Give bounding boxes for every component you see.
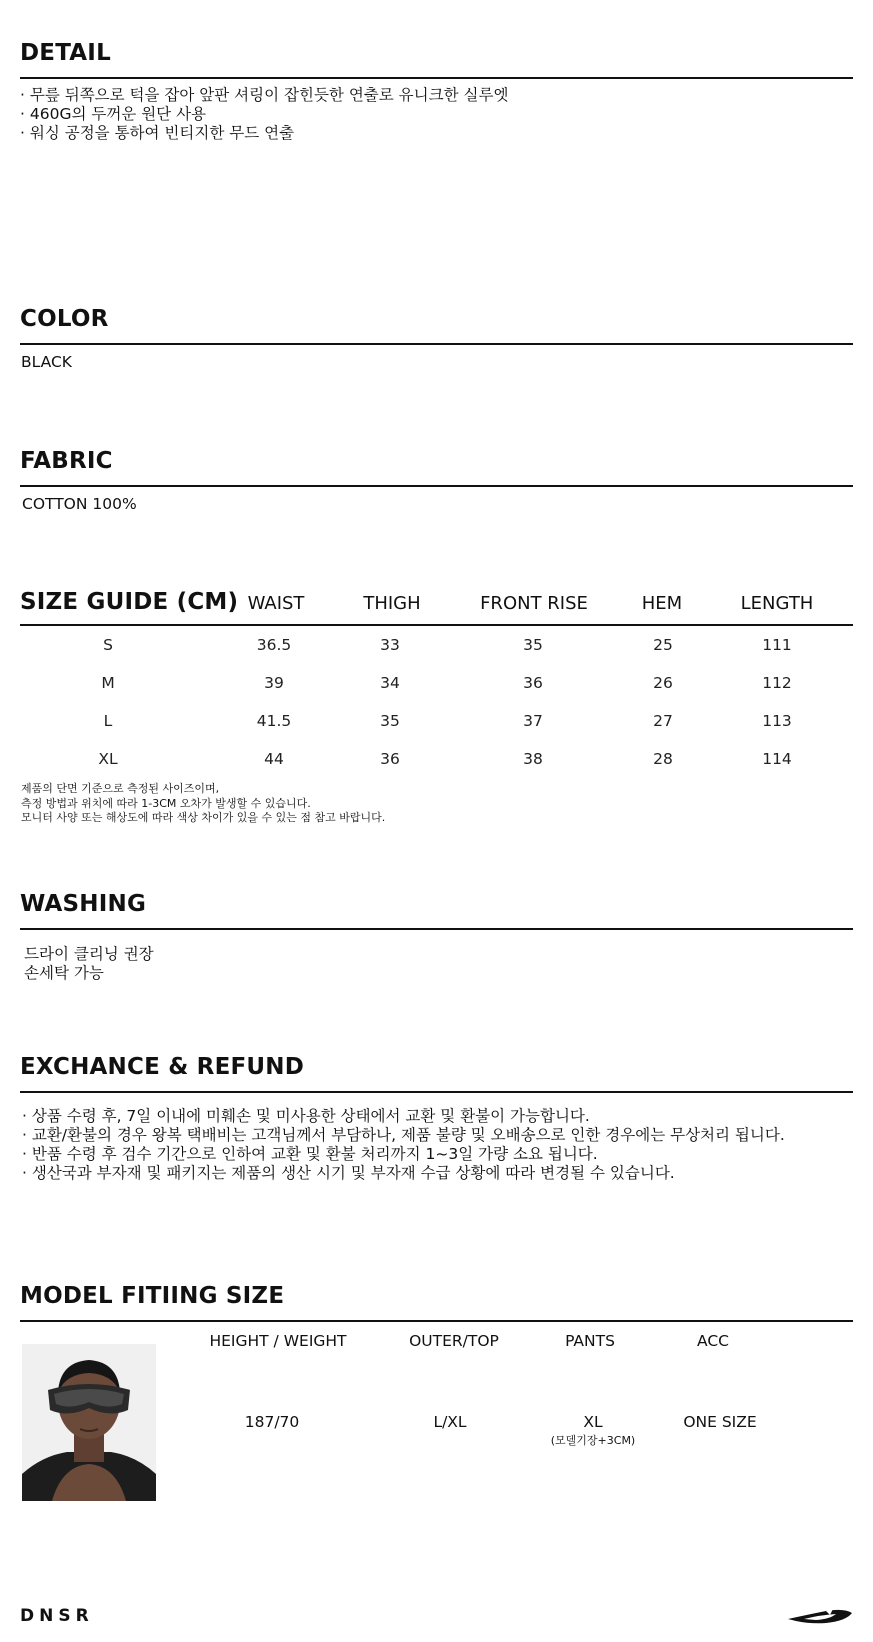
exchange-list (22, 1107, 785, 1183)
swoosh-logo-icon (786, 1605, 856, 1627)
model-col-outer-top: OUTER/TOP (409, 1332, 499, 1350)
size-cell: 111 (762, 636, 792, 654)
size-row-label: M (101, 674, 115, 692)
size-cell: 39 (264, 674, 284, 692)
size-cell: 44 (264, 750, 284, 768)
size-note-line: 모니터 사양 또는 해상도에 따라 색상 차이가 있을 수 있는 점 참고 바랍니다. (21, 811, 386, 824)
size-cell: 112 (762, 674, 792, 692)
model-pants-note: (모델기장+3CM) (550, 1434, 636, 1447)
size-row-label: L (103, 712, 113, 730)
exchange-line: · 상품 수령 후, 7일 이내에 미훼손 및 미사용한 상태에서 교환 및 환불이 가능합니다. (22, 1107, 590, 1125)
color-value: BLACK (21, 353, 72, 371)
size-note-line: 측정 방법과 위치에 따라 1-3CM 오차가 발생할 수 있습니다. (21, 796, 311, 810)
washing-list (24, 945, 154, 983)
size-cell: 28 (653, 750, 673, 768)
fabric-value: COTTON 100% (22, 495, 137, 513)
size-note-line: 제품의 단면 기준으로 측정된 사이즈이며, (21, 782, 220, 795)
size-cell: 27 (653, 712, 673, 730)
washing-heading: WASHING (20, 891, 147, 917)
size-cell: 114 (762, 750, 792, 768)
size-cell: 35 (380, 712, 400, 730)
exchange-heading: EXCHANCE & REFUND (20, 1054, 305, 1080)
exchange-line: · 생산국과 부자재 및 패키지는 제품의 생산 시기 및 부자재 수급 상황에 따라 변경될 수 있습니다. (22, 1164, 675, 1182)
model-photo (22, 1344, 156, 1501)
size-cell: 34 (380, 674, 400, 692)
exchange-divider (20, 1091, 853, 1093)
detail-list (20, 86, 508, 143)
size-cell: 36 (380, 750, 400, 768)
exchange-line: · 반품 수령 후 검수 기간으로 인하여 교환 및 환불 처리까지 1~3일 가량 소요 됩니다. (22, 1145, 598, 1163)
size-cell: 33 (380, 636, 400, 654)
size-col-hem: HEM (641, 593, 683, 614)
size-cell: 113 (762, 712, 792, 730)
model-pants-value: XL (583, 1413, 603, 1431)
washing-divider (20, 928, 853, 930)
detail-line: · 워싱 공정을 통하여 빈티지한 무드 연출 (20, 124, 295, 142)
size-cell: 36 (523, 674, 543, 692)
detail-line: · 무릎 뒤쪽으로 턱을 잡아 앞판 셔링이 잡힌듯한 연출로 유니크한 실루엣 (20, 86, 509, 104)
size-cell: 36.5 (256, 636, 292, 654)
exchange-line: · 교환/환불의 경우 왕복 택배비는 고객님께서 부담하나, 제품 불량 및 오배송으로 인한 경우에는 무상처리 됩니다. (22, 1126, 785, 1144)
size-cell: 37 (523, 712, 543, 730)
size-row-label: S (103, 636, 113, 654)
model-portrait-image (22, 1344, 156, 1501)
size-guide-heading: SIZE GUIDE (CM) (20, 589, 239, 615)
fabric-heading: FABRIC (20, 448, 113, 474)
washing-line: 드라이 클리닝 권장 (24, 945, 154, 963)
size-guide-notes (21, 782, 385, 826)
size-col-thigh: THIGH (363, 593, 421, 614)
size-cell: 35 (523, 636, 543, 654)
detail-divider (20, 77, 853, 79)
size-col-length: LENGTH (740, 593, 814, 614)
size-guide-divider (20, 624, 853, 626)
size-cell: 26 (653, 674, 673, 692)
model-outer-top-value: L/XL (433, 1413, 467, 1431)
model-col-pants: PANTS (565, 1332, 615, 1350)
size-col-front-rise: FRONT RISE (480, 593, 588, 614)
brand-logo: DNSR (20, 1606, 94, 1626)
detail-heading: DETAIL (20, 40, 111, 66)
color-divider (20, 343, 853, 345)
fabric-divider (20, 485, 853, 487)
size-cell: 38 (523, 750, 543, 768)
size-cell: 41.5 (256, 712, 292, 730)
size-col-waist: WAIST (247, 593, 305, 614)
detail-line: · 460G의 두꺼운 원단 사용 (20, 105, 207, 123)
color-heading: COLOR (20, 306, 109, 332)
model-acc-value: ONE SIZE (683, 1413, 757, 1431)
model-col-acc: ACC (697, 1332, 729, 1350)
model-divider (20, 1320, 853, 1322)
size-cell: 25 (653, 636, 673, 654)
size-row-label: XL (98, 750, 118, 768)
model-col-height-weight: HEIGHT / WEIGHT (209, 1332, 347, 1350)
model-heading: MODEL FITIING SIZE (20, 1283, 285, 1309)
model-height-weight-value: 187/70 (244, 1413, 300, 1431)
washing-line: 손세탁 가능 (24, 964, 104, 982)
